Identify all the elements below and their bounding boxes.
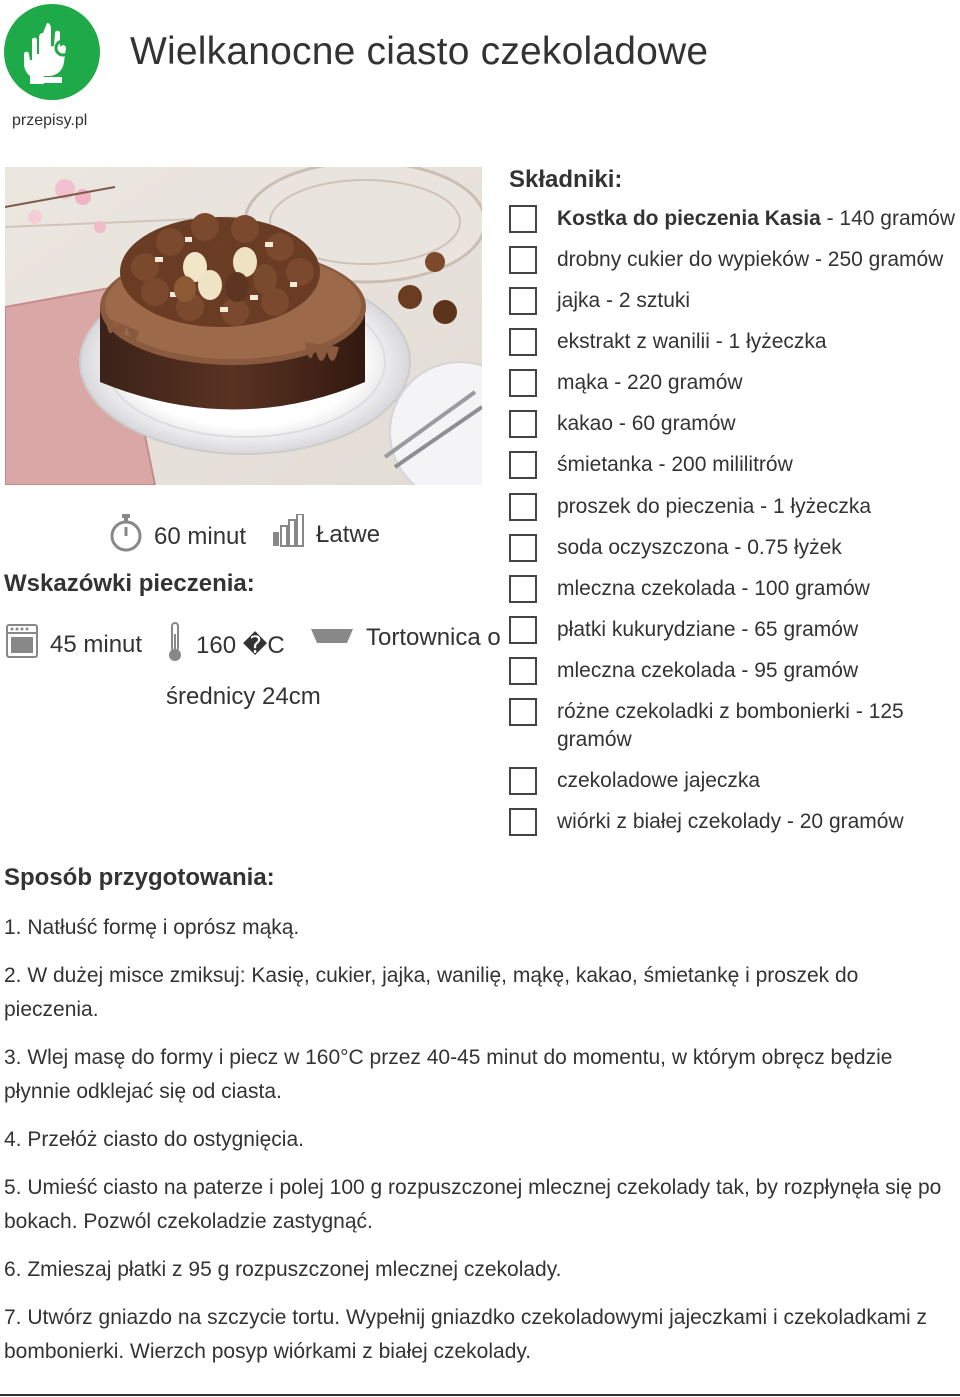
ingredient-name: proszek do pieczenia	[557, 495, 755, 518]
ingredient-name: wiórki z białej czekolady	[557, 810, 782, 833]
ingredient-item	[509, 328, 960, 356]
ingredient-amount: - 2 sztuki	[600, 289, 691, 312]
ingredient-item	[509, 767, 960, 795]
baking-pan	[310, 624, 501, 652]
baking-pan-icon	[310, 624, 354, 652]
ingredient-amount: - 100 gramów	[735, 577, 870, 600]
ingredient-checkbox[interactable]	[509, 369, 537, 397]
ingredient-item	[509, 493, 960, 521]
preparation-step: 1. Natłuść formę i oprósz mąką.	[4, 916, 300, 939]
ingredient-item	[509, 287, 960, 315]
ingredient-item	[509, 698, 960, 754]
ingredient-amount: - 1 łyżeczka	[709, 330, 827, 353]
ingredient-amount: - 200 mililitrów	[652, 453, 793, 476]
ingredient-checkbox[interactable]	[509, 246, 537, 274]
ingredient-name: mleczna czekolada	[557, 577, 736, 600]
ingredient-name: drobny cukier do wypieków	[557, 248, 810, 271]
ingredient-amount: - 60 gramów	[613, 412, 736, 435]
ingredient-name: kakao	[557, 412, 614, 435]
ingredient-amount: - 65 gramów	[735, 618, 859, 641]
preparation-step: 2. W dużej misce zmiksuj: Kasię, cukier, jajka, wanilię, mąkę, kakao, śmietankę i proszek do pieczenia.	[4, 964, 859, 1021]
preparation-step: 7. Utwórz gniazdo na szczycie tortu. Wypełnij gniazdko czekoladowymi jajeczkami i czekoladkami z bombonierki. Wierzch posyp wiórkami z białej czekolady.	[4, 1306, 928, 1363]
ingredient-item	[509, 534, 960, 562]
ingredient-item	[509, 369, 960, 397]
ingredient-checkbox[interactable]	[509, 410, 537, 438]
baking-temperature-value: 160 �C	[196, 632, 285, 659]
ingredient-amount: - 20 gramów	[781, 810, 904, 833]
ingredient-item	[509, 808, 960, 836]
ingredient-item	[509, 246, 960, 274]
ingredient-amount: - 220 gramów	[608, 371, 743, 394]
ingredient-name: płatki kukurydziane	[557, 618, 736, 641]
bottom-divider	[0, 1394, 960, 1396]
baking-pan-value: Tortownica o	[366, 624, 501, 651]
baking-time-value: 45 minut	[50, 630, 143, 658]
prep-time	[110, 514, 246, 559]
ingredient-checkbox[interactable]	[509, 493, 537, 521]
ingredient-name: Kostka do pieczenia Kasia	[557, 207, 821, 230]
preparation-heading: Sposób przygotowania:	[4, 864, 275, 891]
ingredient-checkbox[interactable]	[509, 767, 537, 795]
ingredient-checkbox[interactable]	[509, 328, 537, 356]
recipe-photo	[5, 167, 482, 485]
ingredient-amount: - 250 gramów	[809, 248, 944, 271]
recipe-title: Wielkanocne ciasto czekoladowe	[130, 30, 709, 73]
ingredient-checkbox[interactable]	[509, 808, 537, 836]
ingredients-heading: Składniki:	[509, 166, 623, 193]
baking-temperature	[166, 622, 285, 669]
difficulty-bars-icon	[272, 514, 304, 555]
preparation-step: 5. Umieść ciasto na paterze i polej 100 g rozpuszczonej mlecznej czekolady tak, by rozpłynęła się po bokach. Pozwól czekoladzie zastygnąć.	[4, 1176, 942, 1233]
ingredient-item	[509, 451, 960, 479]
ingredient-checkbox[interactable]	[509, 657, 537, 685]
ingredient-checkbox[interactable]	[509, 534, 537, 562]
ingredient-name: czekoladowe jajeczka	[557, 769, 761, 792]
oven-icon	[6, 624, 38, 665]
ingredient-checkbox[interactable]	[509, 575, 537, 603]
preparation-step: 4. Przełóż ciasto do ostygnięcia.	[4, 1128, 304, 1151]
ingredient-name: mąka	[557, 371, 609, 394]
ingredient-name: mleczna czekolada	[557, 659, 736, 682]
difficulty-value: Łatwe	[316, 520, 381, 548]
site-name[interactable]: przepisy.pl	[12, 112, 88, 129]
preparation-step: 3. Wlej masę do formy i piecz w 160°C przez 40-45 minut do momentu, w którym obręcz będzie płynnie odklejać się od ciasta.	[4, 1046, 893, 1103]
stopwatch-icon	[110, 514, 142, 559]
ingredient-item	[509, 616, 960, 644]
prep-time-value: 60 minut	[154, 522, 247, 550]
ingredient-item	[509, 657, 960, 685]
baking-heading: Wskazówki pieczenia:	[4, 570, 255, 597]
ingredient-name: ekstrakt z wanilii	[557, 330, 710, 353]
ingredient-amount: - 140 gramów	[820, 207, 955, 230]
przepisy-logo[interactable]	[3, 3, 101, 101]
ingredient-amount: - 1 łyżeczka	[754, 495, 871, 518]
ingredient-checkbox[interactable]	[509, 451, 537, 479]
baking-pan-continued: średnicy 24cm	[166, 683, 321, 710]
ingredient-item	[509, 575, 960, 603]
ingredient-item	[509, 205, 960, 233]
ingredient-amount: - 125 gramów	[557, 700, 904, 751]
ingredient-checkbox[interactable]	[509, 616, 537, 644]
difficulty	[272, 514, 380, 555]
ingredient-name: różne czekoladki z bombonierki	[557, 700, 850, 723]
ingredient-item	[509, 410, 960, 438]
ingredient-checkbox[interactable]	[509, 287, 537, 315]
ingredient-checkbox[interactable]	[509, 698, 537, 726]
baking-time	[6, 624, 142, 665]
ingredient-amount: - 0.75 łyżek	[728, 536, 842, 559]
thermometer-icon	[166, 622, 184, 669]
ingredient-checkbox[interactable]	[509, 205, 537, 233]
ingredient-amount: - 95 gramów	[735, 659, 859, 682]
ingredient-name: śmietanka	[557, 453, 653, 476]
ingredient-name: jajka	[557, 289, 601, 312]
ingredient-name: soda oczyszczona	[557, 536, 729, 559]
preparation-step: 6. Zmieszaj płatki z 95 g rozpuszczonej mlecznej czekolady.	[4, 1258, 562, 1281]
